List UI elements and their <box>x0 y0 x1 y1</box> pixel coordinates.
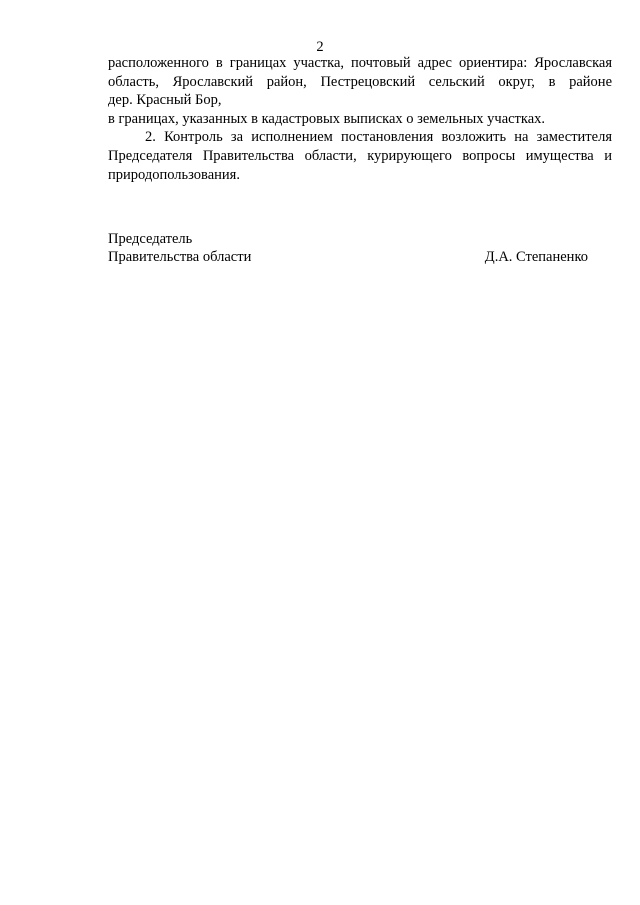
signature-row <box>108 248 588 266</box>
page-number: 2 <box>316 39 324 55</box>
signatory-name: Д.А. Степаненко <box>484 249 588 265</box>
document-body <box>108 54 612 184</box>
paragraph-1-locality: дер. Красный Бор, <box>108 92 222 109</box>
signature-position-line-1: Председатель <box>108 231 193 247</box>
paragraph-1-address: расположенного в границах участка, почтовый адрес ориентира: Ярославская область, Ярославский район, Пестрецовский сельский округ, в районе <box>108 55 612 90</box>
signature-position-line-2: Правительства области <box>108 249 252 265</box>
signature-block <box>108 230 588 266</box>
paragraph-1-boundaries: в границах, указанных в кадастровых выписках о земельных участках. <box>108 110 546 127</box>
paragraph-2-control: 2. Контроль за исполнением постановления возложить на заместителя Председателя Правительства области, курирующего вопросы имущества и природопользования. <box>108 129 612 183</box>
